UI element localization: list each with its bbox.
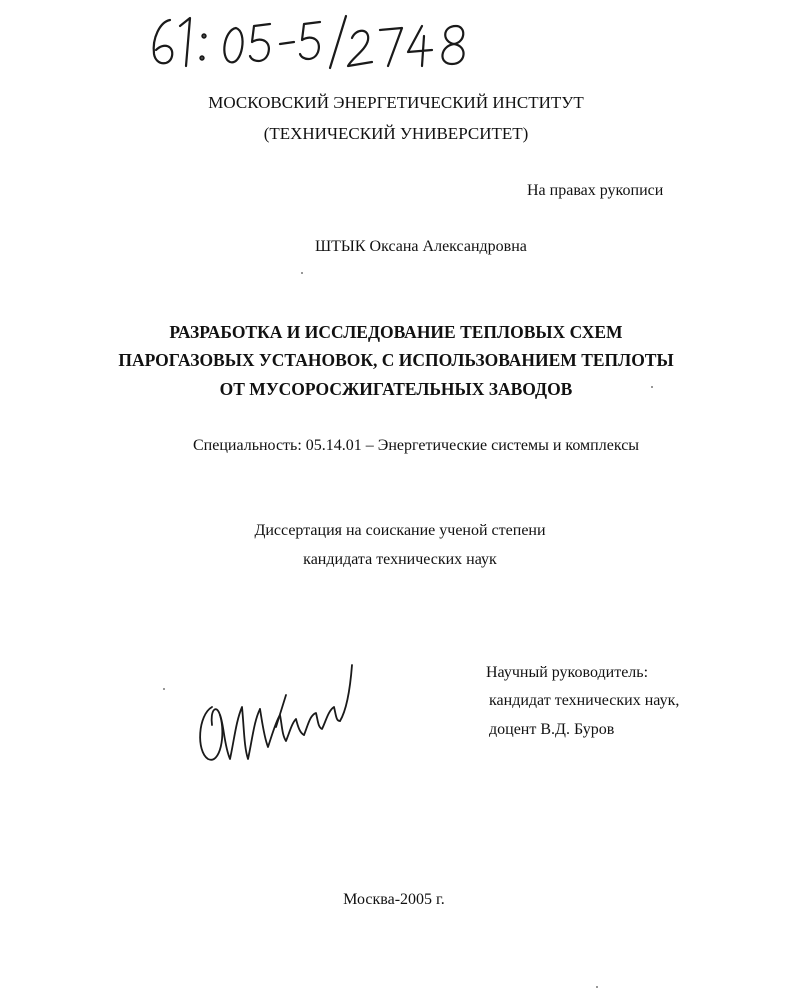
rights-note: На правах рукописи <box>527 182 664 199</box>
dissertation-title-line-3: ОТ МУСОРОСЖИГАТЕЛЬНЫХ ЗАВОДОВ <box>219 379 573 399</box>
university-name: (ТЕХНИЧЕСКИЙ УНИВЕРСИТЕТ) <box>263 124 529 143</box>
scan-speck <box>651 386 653 388</box>
supervisor-label: Научный руководитель: <box>486 664 649 681</box>
dissertation-title-line-1: РАЗРАБОТКА И ИССЛЕДОВАНИЕ ТЕПЛОВЫХ СХЕМ <box>169 322 623 342</box>
dissertation-title-line-2: ПАРОГАЗОВЫХ УСТАНОВОК, С ИСПОЛЬЗОВАНИЕМ ТЕПЛОТЫ <box>118 350 674 370</box>
supervisor-degree: кандидат технических наук, <box>489 692 680 709</box>
handwritten-archive-code <box>140 8 480 78</box>
scan-speck <box>596 986 598 988</box>
scan-speck <box>301 272 303 274</box>
supervisor-name: доцент В.Д. Буров <box>489 721 615 738</box>
specialty: Специальность: 05.14.01 – Энергетические системы и комплексы <box>193 437 640 454</box>
degree-line-2: кандидата технических наук <box>303 551 497 568</box>
author-name: ШТЫК Оксана Александровна <box>315 238 527 255</box>
scan-speck <box>163 688 165 690</box>
degree-line-1: Диссертация на соискание ученой степени <box>254 522 546 539</box>
place-and-year: Москва-2005 г. <box>343 891 445 908</box>
institute-name: МОСКОВСКИЙ ЭНЕРГЕТИЧЕСКИЙ ИНСТИТУТ <box>208 93 584 112</box>
author-signature <box>190 655 360 775</box>
